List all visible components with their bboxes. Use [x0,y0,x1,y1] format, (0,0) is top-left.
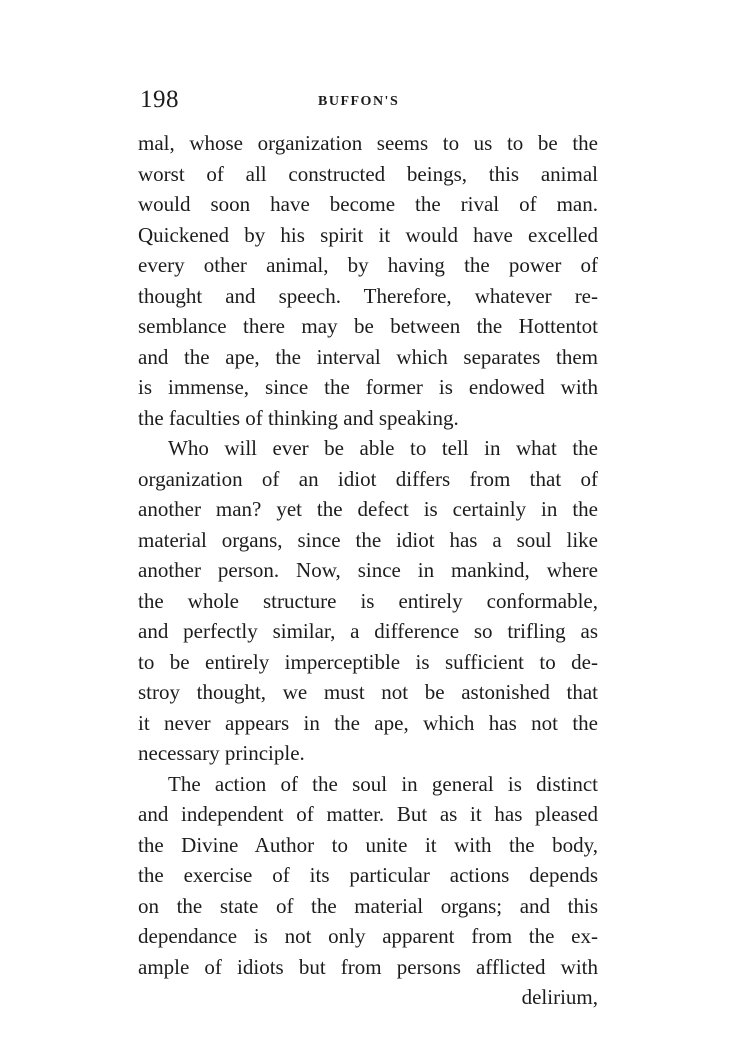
text-line: organization of an idiot differs from that of [138,466,598,491]
page-header [140,86,600,116]
paragraph-first-line: Who will ever be able to tell in what the [168,436,598,460]
text-line: worst of all constructed beings, this animal [138,161,598,186]
text-line: semblance there may be between the Hottentot [138,314,598,338]
running-head: BUFFON'S [318,94,400,109]
text-line: on the state of the material organs; and this [138,893,598,918]
text-line: it never appears in the ape, which has not the [138,710,598,735]
text-line: material organs, since the idiot has a soul like [138,527,598,552]
text-line: the exercise of its particular actions depends [138,863,598,887]
text-line: the whole structure is entirely conformable, [138,588,598,613]
text-line: and independent of matter. But as it has pleased [138,802,598,826]
text-line: another man? yet the defect is certainly in the [138,497,598,521]
catchword: delirium, [521,985,598,1009]
text-line: mal, whose organization seems to us to be the [138,131,598,155]
text-line: another person. Now, since in mankind, where [138,558,598,582]
text-line: every other animal, by having the power of [138,253,598,277]
text-line: is immense, since the former is endowed with [138,375,598,399]
body-text [138,128,598,1013]
text-line: necessary principle. [138,741,305,765]
text-line: would soon have become the rival of man. [138,192,598,216]
text-line: to be entirely imperceptible is sufficient to de- [138,649,598,674]
text-line: ample of idiots but from persons afflicted with [138,954,598,979]
page-number: 198 [140,86,179,113]
text-line: dependance is not only apparent from the ex- [138,924,598,948]
paragraph-first-line: The action of the soul in general is distinct [168,771,598,796]
text-line: stroy thought, we must not be astonished that [138,680,598,704]
text-line: and the ape, the interval which separates them [138,344,598,369]
text-line: thought and speech. Therefore, whatever re- [138,283,598,308]
text-line: the faculties of thinking and speaking. [138,405,459,430]
text-line: the Divine Author to unite it with the body, [138,832,598,857]
text-line: and perfectly similar, a difference so trifling as [138,619,598,643]
text-line: Quickened by his spirit it would have excelled [138,222,598,247]
